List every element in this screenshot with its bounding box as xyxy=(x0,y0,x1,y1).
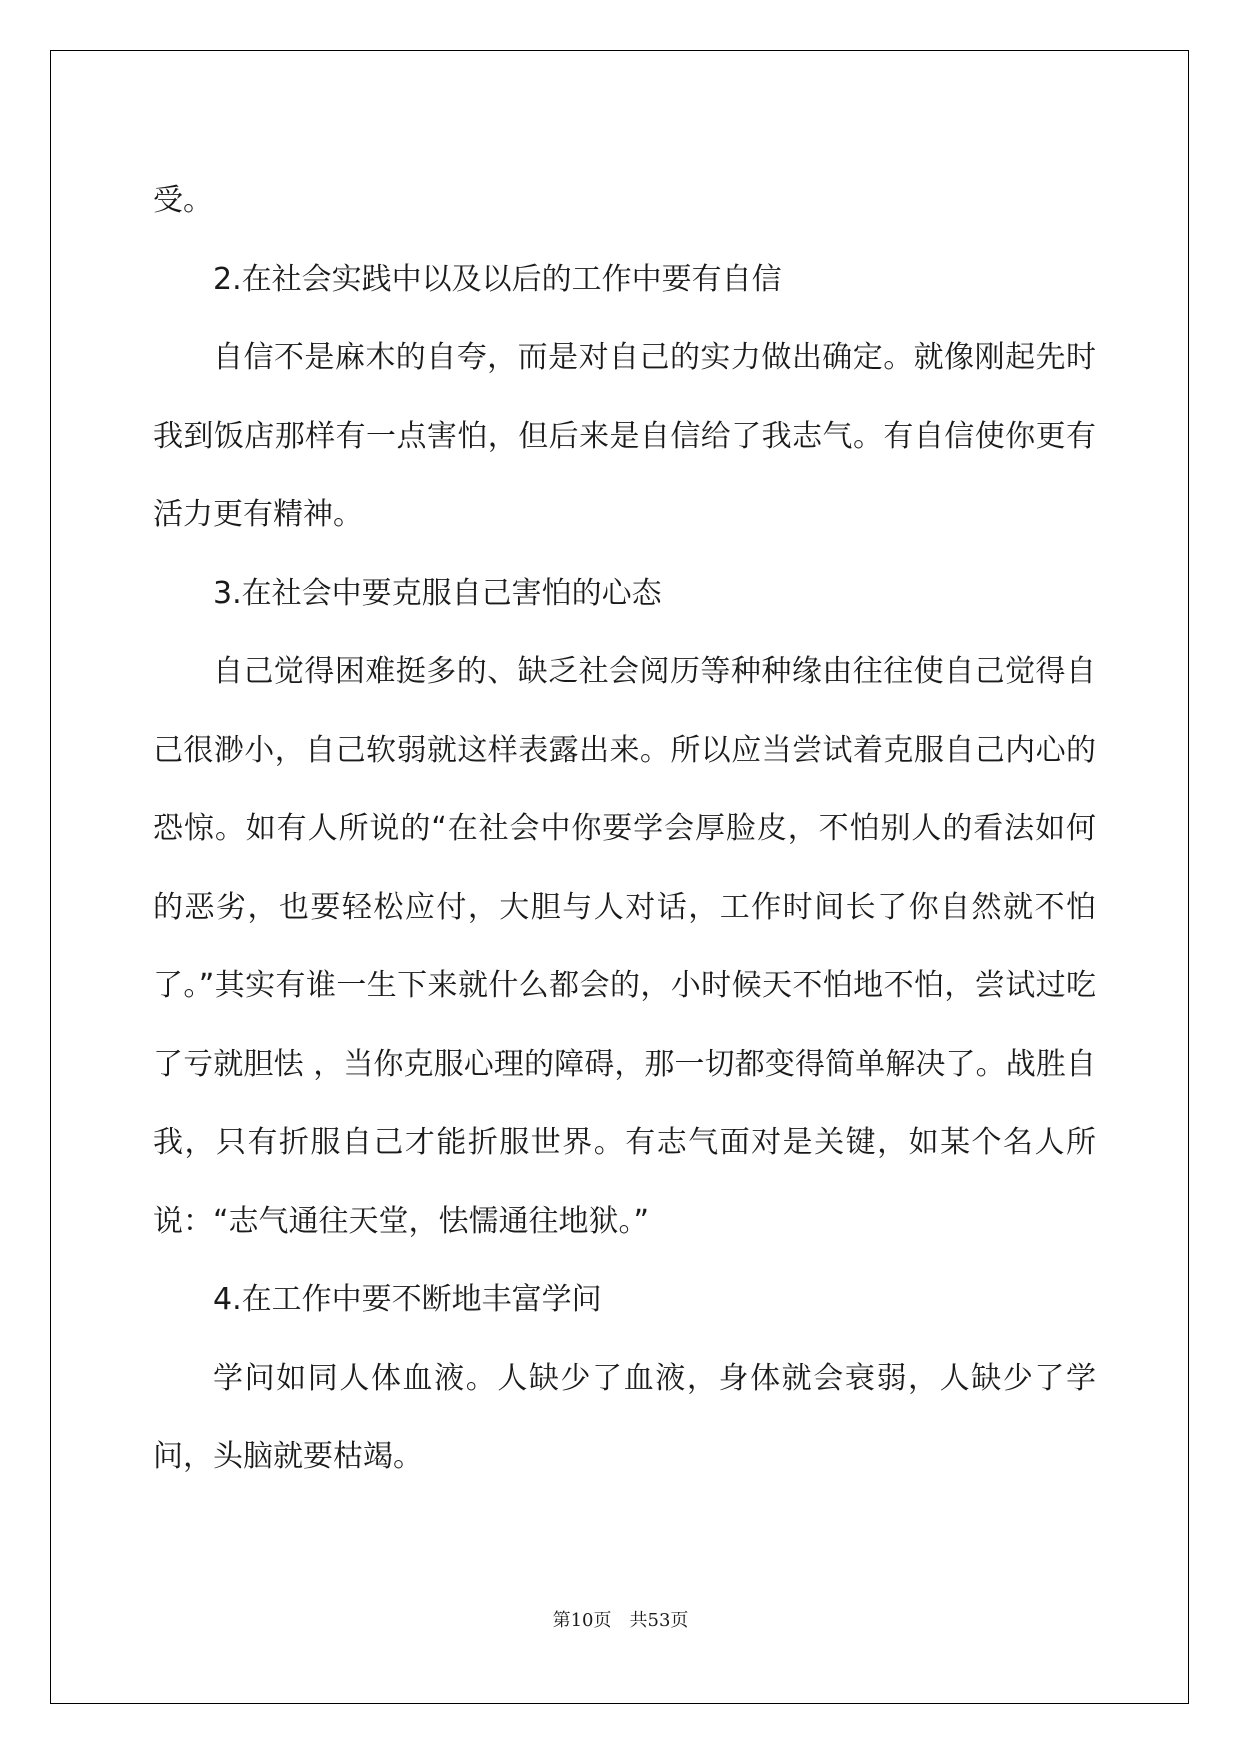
paragraph-self-confidence: 自信不是麻木的自夸，而是对自己的实力做出确定。就像刚起先时我到饭店那样有一点害怕，但后来是自信给了我志气。有自信使你更有活力更有精神。 xyxy=(153,340,1096,532)
section-heading-3: 3.在社会中要克服自己害怕的心态 xyxy=(213,575,662,611)
document-body xyxy=(153,162,1096,1497)
page-number-footer: 第10页 共53页 xyxy=(552,1610,689,1631)
section-heading-4: 4.在工作中要不断地丰富学问 xyxy=(213,1282,602,1317)
paragraph-knowledge: 学问如同人体血液。人缺少了血液，身体就会衰弱，人缺少了学问，头脑就要枯竭。 xyxy=(153,1360,1096,1474)
section-heading-2: 2.在社会实践中以及以后的工作中要有自信 xyxy=(213,261,782,297)
paragraph-overcome-fear: 自己觉得困难挺多的、缺乏社会阅历等种种缘由往往使自己觉得自己很渺小，自己软弱就这样表露出来。所以应当尝试着克服自己内心的恐惊。如有人所说的“在社会中你要学会厚脸皮，不怕别人的看法如何的恶劣，也要轻松应付，大胆与人对话，工作时间长了你自然就不怕了。”其实有谁一生下来就什么都会的，小时候天不怕地不怕，尝试过吃了亏就胆怯 ，当你克服心理的障碍，那一切都变得简单解决了。战胜自我，只有折服自己才能折服世界。有志气面对是关键，如某个名人所说：“志气通往天堂，怯懦通往地狱。” xyxy=(153,654,1096,1239)
paragraph-continuation: 受。 xyxy=(153,183,213,218)
